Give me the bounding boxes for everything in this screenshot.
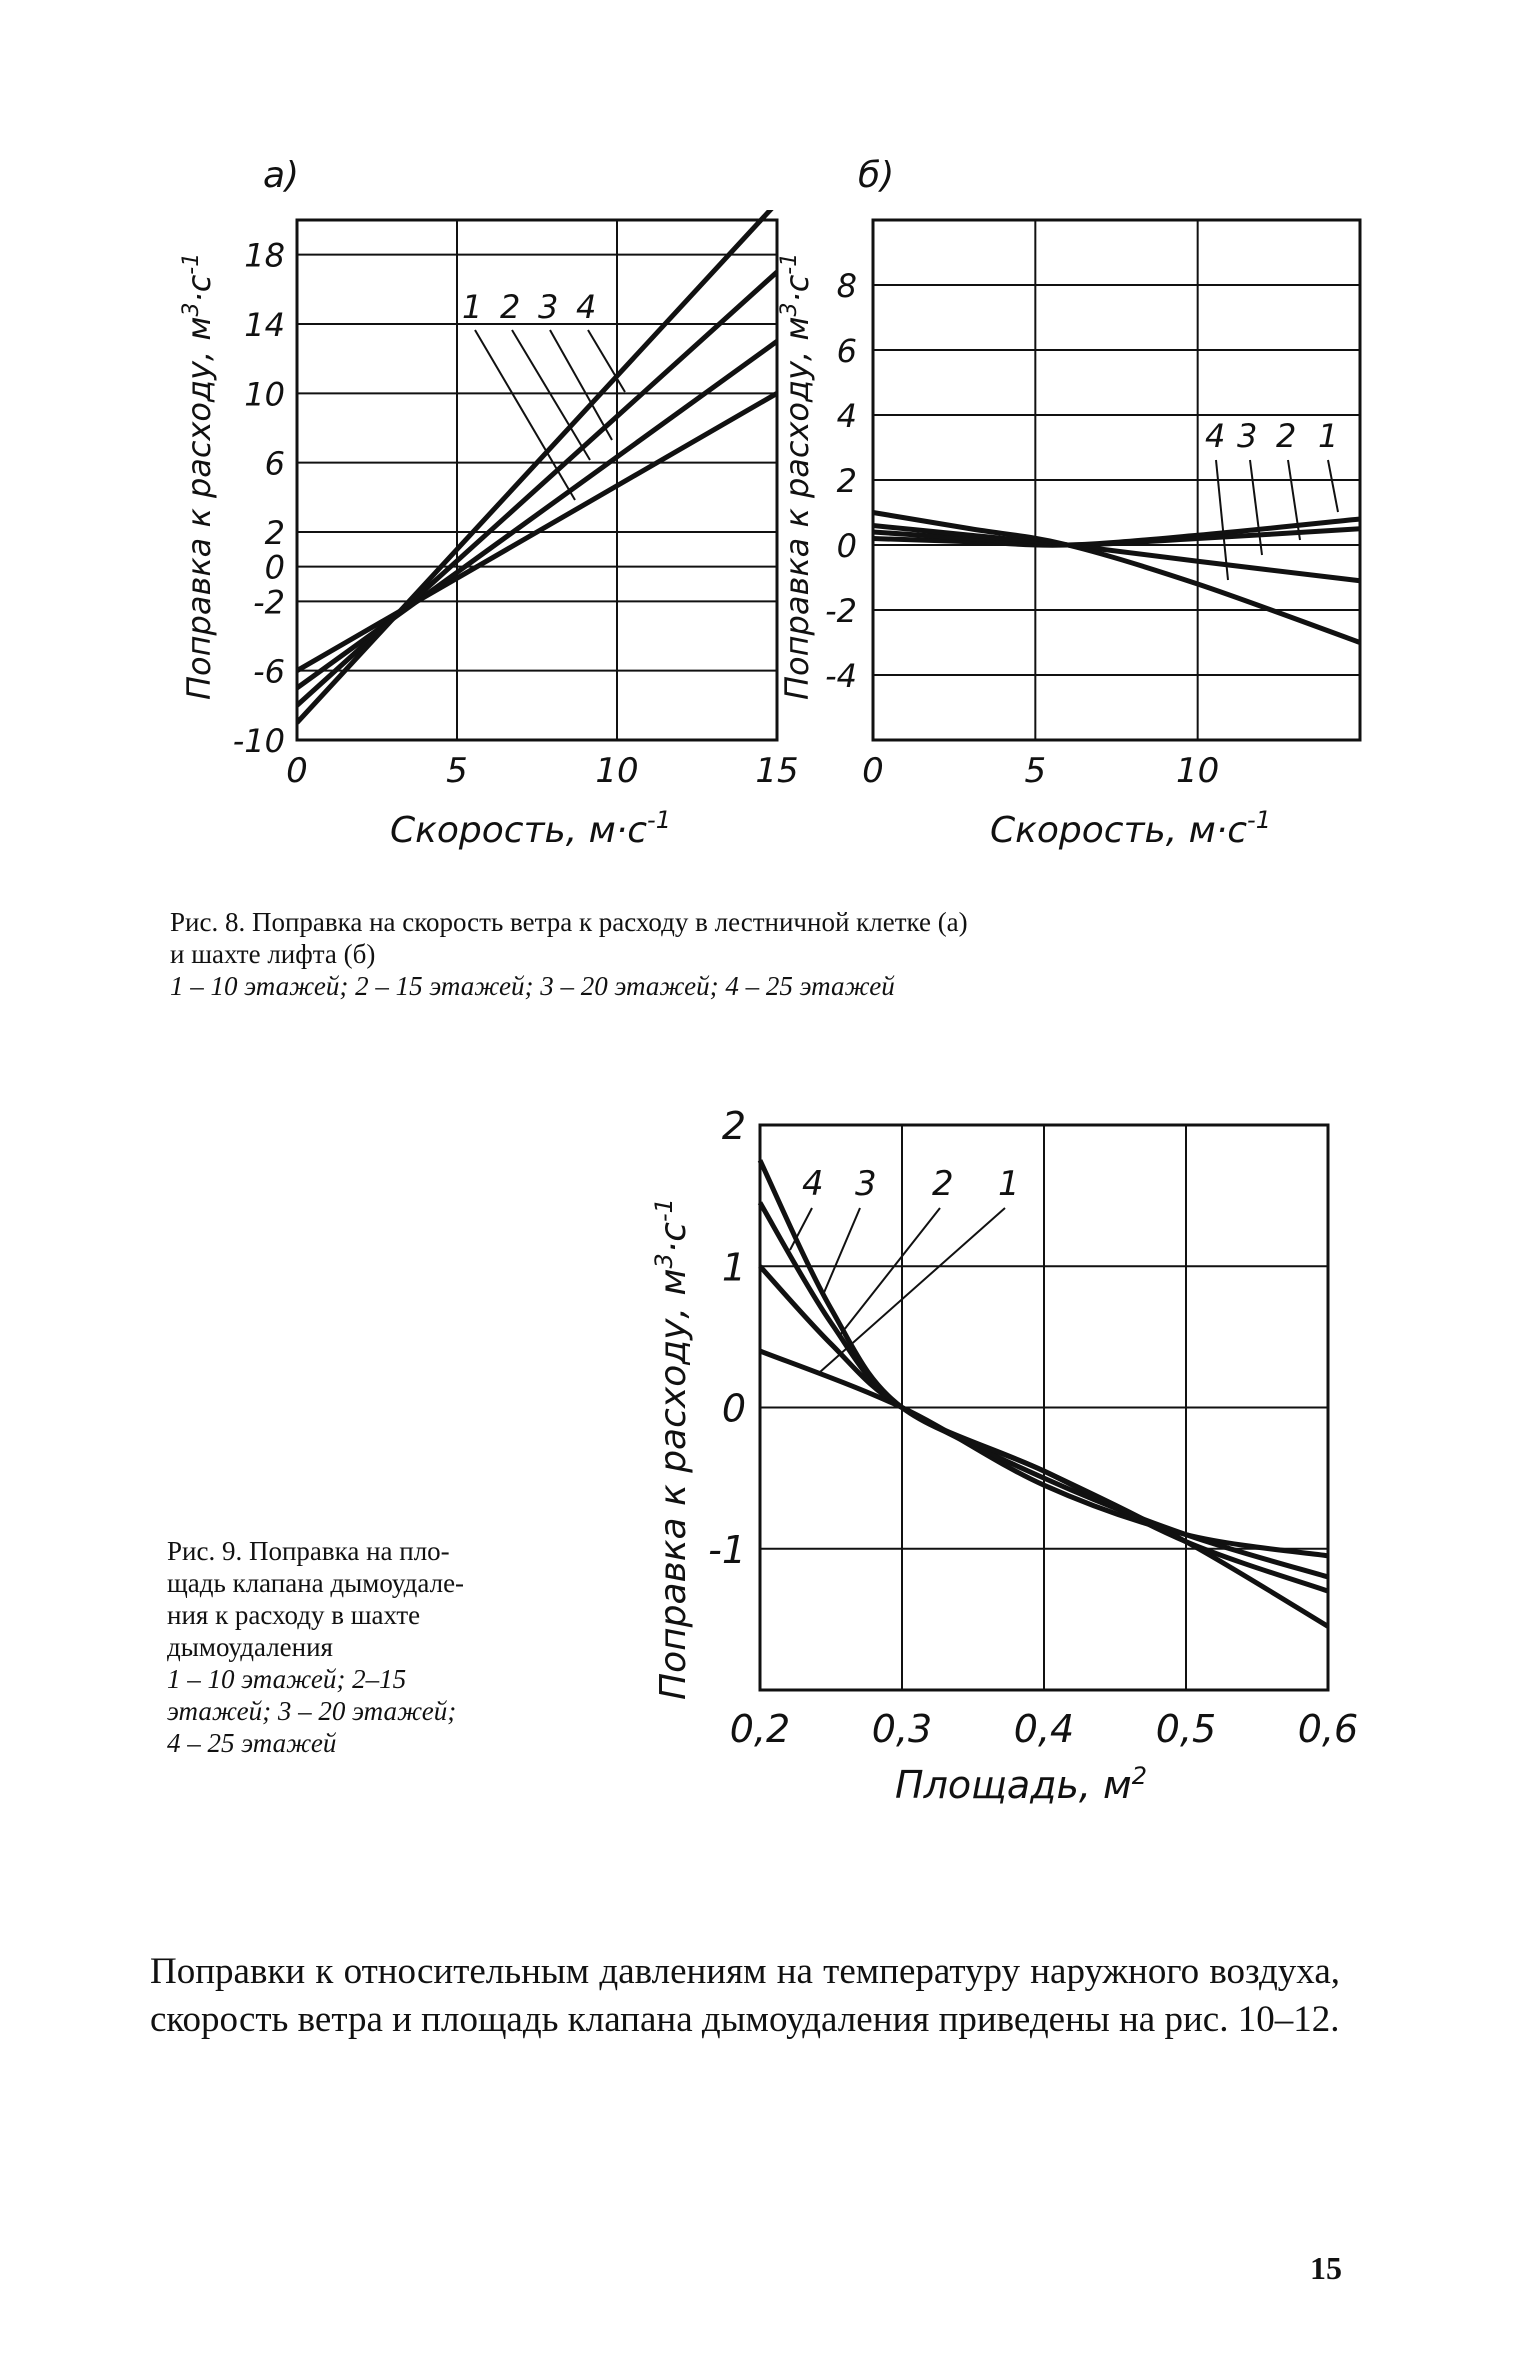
- x-tick-label: 0,5: [1155, 1707, 1217, 1751]
- y-tick-label: 0: [836, 527, 857, 565]
- curve-label: 3: [538, 288, 559, 326]
- panel-b-curve-labels: [1205, 417, 1338, 580]
- y-tick-label: -4: [825, 657, 857, 695]
- x-tick-label: 5: [1024, 751, 1047, 791]
- caption-line: Рис. 9. Поправка на пло-: [167, 1536, 450, 1566]
- y-tick-label: 4: [836, 397, 857, 435]
- x-tick-label: 15: [755, 751, 799, 791]
- figure-9-ylabel: Поправка к расходу, $м^3\cdot с^{-1}$: [650, 1198, 694, 1700]
- x-tick-label: 0,6: [1297, 1707, 1359, 1751]
- curve-label: 4: [802, 1164, 824, 1204]
- figure-9: [0, 1080, 1535, 1910]
- panel-b-tag: б): [858, 155, 895, 196]
- curve-label: 1: [462, 288, 483, 326]
- page-number: 15: [1310, 2250, 1342, 2286]
- y-tick-label: 6: [264, 444, 285, 483]
- curve-label: 2: [1276, 417, 1297, 455]
- figure-9-xlabel: Площадь, $м^2$: [895, 1762, 1147, 1807]
- x-tick-label: 0,4: [1013, 1707, 1075, 1751]
- y-tick-label: 2: [836, 462, 857, 500]
- curve-label: 2: [932, 1164, 954, 1204]
- panel-b-xlabel: Скорость, $м\cdot с^{-1}$: [990, 806, 1271, 851]
- figure-8: [0, 0, 1535, 900]
- y-tick-label: -1: [708, 1527, 746, 1572]
- panel-b-curves: [873, 513, 1360, 643]
- x-tick-label: 0,3: [871, 1707, 933, 1751]
- panel-a-ylabel: Поправка к расходу, $м^3\cdot с^{-1}$: [179, 252, 218, 700]
- x-tick-label: 10: [595, 751, 639, 791]
- leader-line: [823, 1208, 860, 1295]
- curve-label: 2: [500, 288, 521, 326]
- caption-line: Рис. 8. Поправка на скорость ветра к расходу в лестничной клетке (а): [170, 907, 968, 937]
- caption-legend: 4 – 25 этажей: [167, 1728, 337, 1758]
- y-tick-label: 2: [721, 1104, 746, 1148]
- caption-line: дымоудаления: [167, 1632, 333, 1662]
- x-tick-label: 0,2: [729, 1707, 791, 1751]
- y-tick-label: 2: [264, 514, 285, 552]
- x-tick-label: 5: [446, 751, 468, 791]
- curve-label: 4: [1205, 417, 1226, 455]
- figure-9-caption: [167, 1535, 595, 1759]
- curve-label: 1: [998, 1164, 1020, 1204]
- figure-8-caption: [170, 906, 1350, 1002]
- plot-frame: [297, 220, 777, 740]
- leader-line: [820, 1208, 1005, 1372]
- panel-b-grid: [873, 220, 1360, 740]
- curve-label: 1: [1318, 417, 1339, 455]
- y-tick-label: 10: [244, 375, 285, 414]
- x-tick-label: 10: [1176, 751, 1220, 791]
- leader-line: [588, 330, 625, 392]
- leader-line: [550, 330, 612, 440]
- y-tick-label: 0: [721, 1386, 746, 1431]
- panel-a: [179, 155, 799, 851]
- y-tick-label: -10: [232, 722, 285, 760]
- panel-b: [777, 155, 1360, 851]
- leader-line: [1328, 460, 1338, 512]
- series-line-3: [297, 272, 777, 705]
- panel-a-xlabel: Скорость, $м\cdot с^{-1}$: [390, 806, 671, 851]
- caption-line: и шахте лифта (б): [170, 939, 376, 969]
- panel-a-tag: а): [263, 155, 300, 196]
- caption-line: щадь клапана дымоудале-: [167, 1568, 465, 1598]
- y-tick-label: -2: [253, 583, 285, 622]
- leader-line: [1250, 460, 1262, 555]
- leader-line: [840, 1208, 940, 1335]
- curve-label: 4: [576, 288, 597, 326]
- y-tick-label: -6: [253, 652, 285, 691]
- y-tick-label: -2: [825, 592, 857, 630]
- y-tick-label: 1: [721, 1245, 746, 1290]
- y-tick-label: 14: [244, 306, 285, 344]
- caption-legend: 1 – 10 этажей; 2 – 15 этажей; 3 – 20 этажей; 4 – 25 этажей: [170, 971, 895, 1001]
- leader-line: [512, 330, 590, 460]
- y-tick-label: 18: [244, 236, 285, 275]
- y-tick-label: 6: [836, 332, 857, 370]
- y-tick-label: 8: [836, 267, 857, 305]
- y-tick-label: 0: [264, 548, 285, 587]
- caption-legend: этажей; 3 – 20 этажей;: [167, 1696, 457, 1726]
- curve-label: 3: [1237, 417, 1258, 455]
- x-tick-label: 0: [862, 751, 884, 791]
- caption-legend: 1 – 10 этажей; 2–15: [167, 1664, 407, 1694]
- x-tick-label: 0: [286, 751, 308, 791]
- curve-label: 3: [855, 1164, 877, 1204]
- panel-b-ylabel: Поправка к расходу, $м^3\cdot с^{-1}$: [777, 252, 816, 700]
- body-paragraph: Поправки к относительным давлениям на температуру наружного воздуха, скорость ветра и площадь клапана дымоудаления приведены на рис. 10–12.: [150, 1951, 1340, 2040]
- caption-line: ния к расходу в шахте: [167, 1600, 421, 1630]
- panel-a-grid: [297, 220, 777, 740]
- figure-9-grid: [760, 1125, 1328, 1690]
